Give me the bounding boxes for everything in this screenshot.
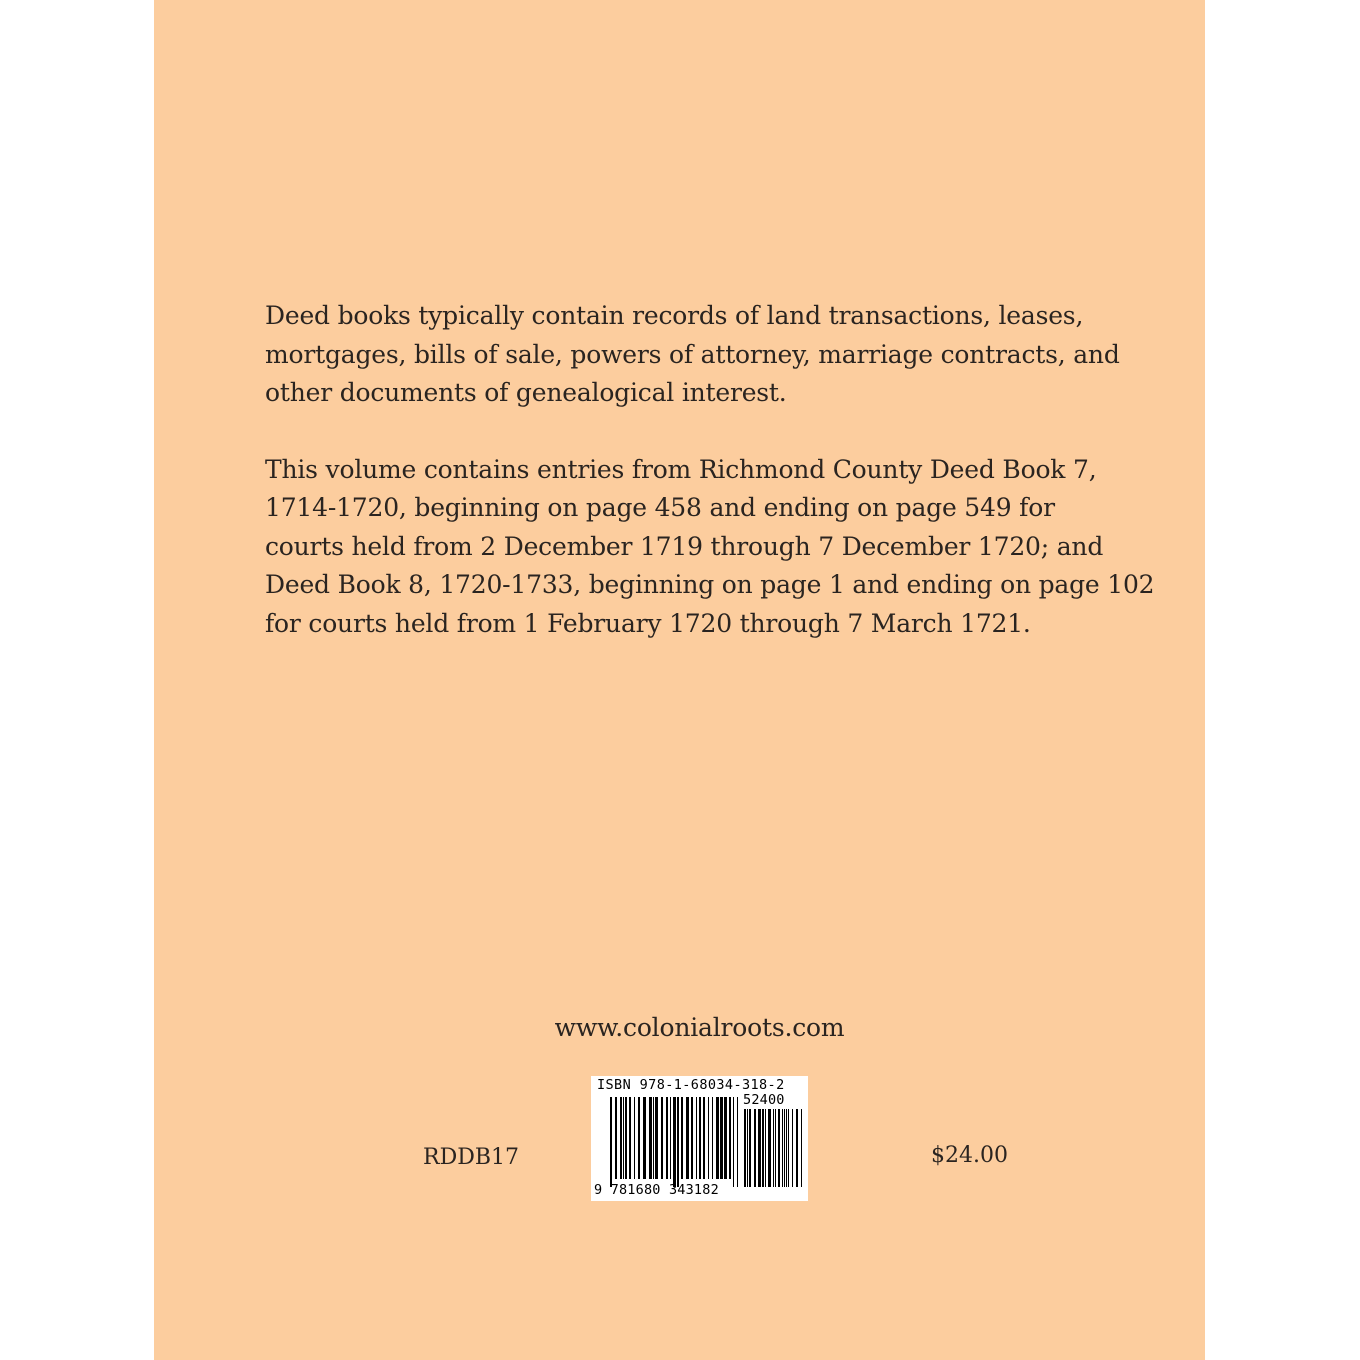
- barcode-bar: [754, 1109, 756, 1187]
- barcode-bar: [792, 1109, 793, 1187]
- barcode-bar: [661, 1097, 663, 1179]
- barcode-bar: [610, 1097, 612, 1187]
- isbn-label: ISBN 978-1-68034-318-2: [597, 1077, 785, 1093]
- price-label: $24.00: [931, 1143, 1008, 1168]
- publisher-website: www.colonialroots.com: [554, 1013, 845, 1042]
- barcode-bar: [708, 1097, 709, 1179]
- barcode-bar: [634, 1097, 635, 1179]
- barcode-bar: [638, 1097, 640, 1179]
- paragraph-line: courts held from 2 December 1719 through 7 December 1720; and: [265, 531, 1104, 561]
- barcode-bar: [720, 1097, 723, 1179]
- barcode-bar: [758, 1109, 761, 1187]
- paragraph-line: for courts held from 1 February 1720 through 7 March 1721.: [265, 608, 1031, 638]
- ean-digits: 9 781680 343182: [594, 1182, 719, 1198]
- barcode-bar: [778, 1109, 780, 1187]
- barcode-bar: [737, 1097, 738, 1187]
- barcode-bar: [625, 1097, 627, 1179]
- barcode-bar: [620, 1097, 622, 1179]
- barcode-bar: [733, 1097, 734, 1187]
- barcode-bar: [623, 1097, 624, 1179]
- barcode-bar: [615, 1097, 617, 1179]
- barcode-bar: [724, 1097, 727, 1179]
- barcode-bar: [703, 1097, 705, 1179]
- barcode-bar: [747, 1109, 748, 1187]
- barcode-bar: [716, 1097, 719, 1179]
- barcode-bar: [649, 1097, 652, 1179]
- barcode-bar: [784, 1109, 785, 1187]
- paragraph-line: other documents of genealogical interest.: [265, 378, 787, 407]
- barcode-bar: [788, 1109, 789, 1187]
- barcode-bar: [775, 1109, 776, 1187]
- barcode-bar: [629, 1097, 631, 1179]
- barcode-bar: [749, 1109, 751, 1187]
- description-paragraph-2: [265, 451, 1155, 644]
- barcode-bar: [653, 1097, 654, 1179]
- barcode-bar: [801, 1109, 802, 1187]
- barcode-bar: [768, 1109, 771, 1187]
- product-code: RDDB17: [423, 1145, 520, 1170]
- isbn-barcode: [591, 1076, 808, 1201]
- barcode-bar: [762, 1109, 764, 1187]
- barcode-bar: [782, 1109, 783, 1187]
- barcode-bar: [786, 1109, 787, 1187]
- barcode-bar: [673, 1097, 676, 1187]
- barcode-bar: [681, 1097, 683, 1179]
- barcode-bar: [666, 1097, 668, 1179]
- barcode-bar: [712, 1097, 713, 1179]
- barcode-bar: [765, 1109, 766, 1187]
- barcode-bar: [696, 1097, 697, 1179]
- barcode-bar: [677, 1097, 679, 1187]
- paragraph-line: 1714-1720, beginning on page 458 and ending on page 549 for: [265, 493, 1055, 522]
- barcode-bar: [699, 1097, 701, 1179]
- barcode-bar: [691, 1097, 693, 1179]
- barcode-bar: [643, 1097, 646, 1179]
- barcode-bar: [773, 1109, 774, 1187]
- paragraph-line: mortgages, bills of sale, powers of attorney, marriage contracts, and: [265, 339, 1120, 369]
- barcode-bar: [744, 1109, 746, 1187]
- paragraph-line: Deed Book 8, 1720-1733, beginning on page 1 and ending on page 102: [265, 570, 1155, 599]
- paragraph-line: Deed books typically contain records of land transactions, leases,: [265, 301, 1084, 330]
- barcode-bar: [729, 1097, 731, 1179]
- description-paragraph-1: [265, 297, 1120, 413]
- back-cover: [154, 0, 1205, 1360]
- barcode-addon-digits: 52400: [743, 1092, 785, 1108]
- description-blurb: [265, 297, 1155, 643]
- paragraph-line: This volume contains entries from Richmond County Deed Book 7,: [265, 454, 1097, 484]
- barcode-bar: [655, 1097, 658, 1179]
- barcode-bar: [670, 1097, 671, 1179]
- barcode-bar: [686, 1097, 689, 1179]
- barcode-bar: [796, 1109, 798, 1187]
